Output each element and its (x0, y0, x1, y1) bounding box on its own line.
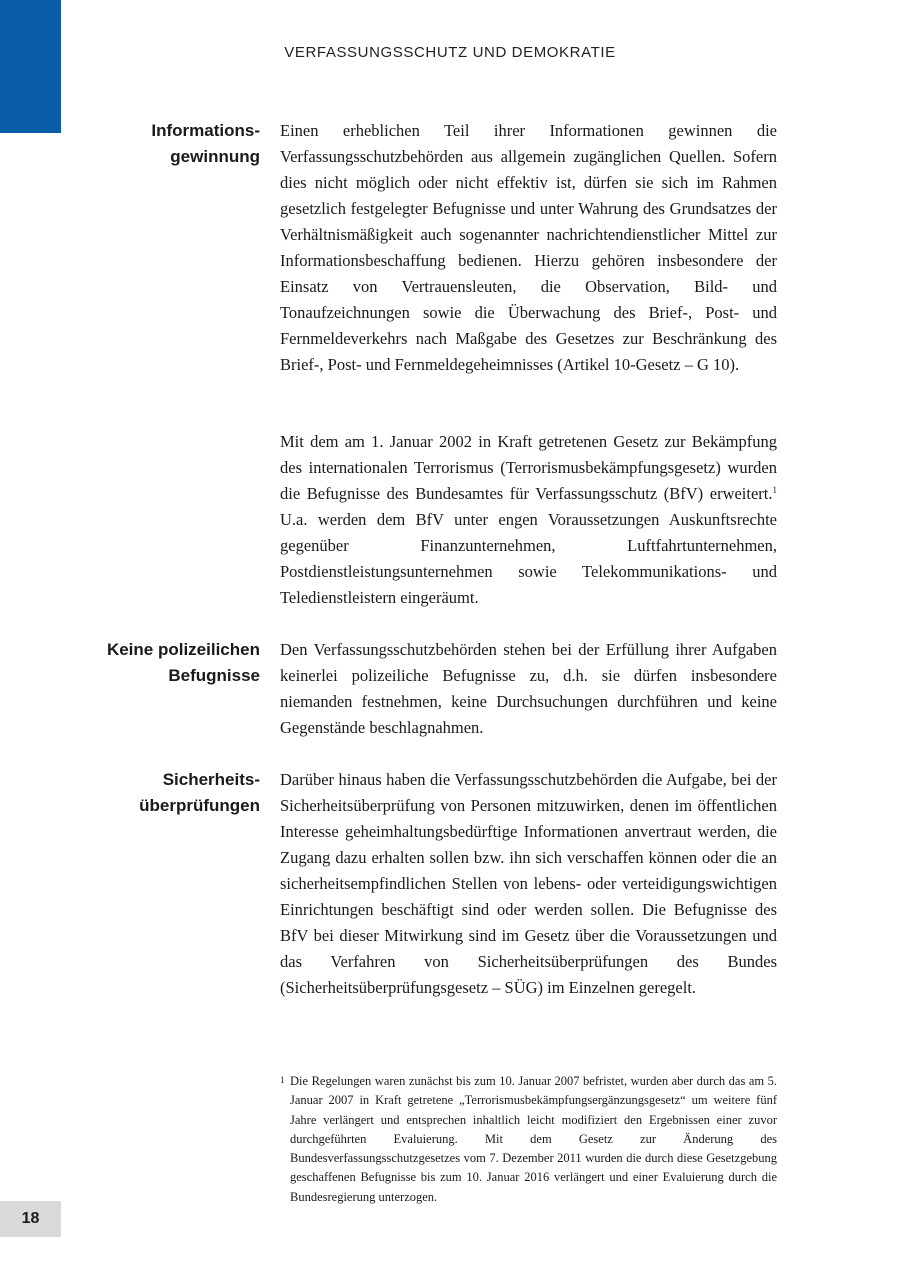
paragraph-text: Mit dem am 1. Januar 2002 in Kraft getretenen Gesetz zur Bekämpfung des internationalen Terrorismus (Terrorismusbekämpfungsgesetz) wurden die Befugnisse des Bundesamtes für Verfassungsschutz (BfV) erweitert. (280, 432, 777, 503)
paragraph-text: U.a. werden dem BfV unter engen Voraussetzungen Auskunftsrechte gegenüber Finanzunternehmen, Luftfahrtunternehmen, Postdienstleistungsunternehmen sowie Telekommunikations- und Teledienstleistern eingeräumt. (280, 510, 777, 607)
side-heading-keine-polizeilichen-befugnisse (60, 637, 260, 689)
side-heading-line: Sicherheits- (162, 770, 260, 789)
side-heading-sicherheitsueberpruefungen (60, 767, 260, 819)
side-heading-line: Informations- (151, 121, 260, 140)
paragraph-keine-polizeilichen-befugnisse: Den Verfassungsschutzbehörden stehen bei der Erfüllung ihrer Aufgaben keinerlei polizeiliche Befugnisse zu, d.h. sie dürfen insbesondere niemanden festnehmen, keine Durchsuchungen durchführen und keine Gegenstände beschlagnahmen. (280, 640, 777, 737)
page-number: 18 (0, 1201, 61, 1237)
footnote-text: Die Regelungen waren zunächst bis zum 10. Januar 2007 befristet, wurden aber durch das am 5. Januar 2007 in Kraft getretene „Terrorismusbekämpfungsergänzungsgesetz“ um weitere fünf Jahre verlängert und entsprechen inhaltlich leicht modifiziert den Ergebnissen einer zuvor durchgeführten Evaluierung. Mit dem Gesetz zur Änderung des Bundesverfassungsschutzgesetzes vom 7. Dezember 2011 wurden die durch diese Gesetzgebung geschaffenen Befugnisse bis zum 10. Januar 2016 verlängert und einer Evaluierung durch die Bundesregierung unterzogen. (290, 1074, 777, 1204)
paragraph-terrorismusbekaempfung (280, 429, 777, 611)
paragraph-sicherheitsueberpruefungen: Darüber hinaus haben die Verfassungsschutzbehörden die Aufgabe, bei der Sicherheitsüberprüfung von Personen mitzuwirken, denen im öffentlichen Interesse geheimhaltungsbedürftige Informationen anvertraut werden, die Zugang dazu erhalten sollen bzw. ihn sich verschaffen können oder die an sicherheitsempfindlichen Stellen von lebens- oder verteidigungswichtigen Einrichtungen beschäftigt sind oder werden sollen. Die Befugnisse des BfV bei dieser Mitwirkung sind im Gesetz über die Voraussetzungen und das Verfahren von Sicherheitsüberprüfungen des Bundes (Sicherheitsüberprüfungsgesetz – SÜG) im Einzelnen geregelt. (280, 770, 777, 997)
running-title: VERFASSUNGSSCHUTZ UND DEMOKRATIE (284, 44, 616, 61)
side-heading-line: Befugnisse (168, 666, 260, 685)
side-heading-line: gewinnung (170, 147, 260, 166)
paragraph-informationsgewinnung: Einen erheblichen Teil ihrer Informationen gewinnen die Verfassungsschutzbehörden aus allgemein zugänglichen Quellen. Sofern dies nicht möglich oder nicht effektiv ist, dürfen sie sich im Rahmen gesetzlich festgelegter Befugnisse und unter Wahrung des Grundsatzes der Verhältnismäßigkeit auch sogenannter nachrichtendienstlicher Mittel zur Informationsbeschaffung bedienen. Hierzu gehören insbesondere der Einsatz von Vertrauensleuten, die Observation, Bild- und Tonaufzeichnungen sowie die Überwachung des Brief-, Post- und Fernmeldeverkehrs nach Maßgabe des Gesetzes zur Beschränkung des Brief-, Post- und Fernmeldegeheimnisses (Artikel 10-Gesetz – G 10). (280, 121, 777, 374)
footnote (280, 1072, 777, 1207)
side-heading-informationsgewinnung (60, 118, 260, 170)
footnote-mark: 1 (280, 1075, 285, 1085)
side-heading-line: überprüfungen (139, 796, 260, 815)
blue-accent-bar (0, 0, 61, 133)
side-heading-line: Keine polizeilichen (106, 640, 260, 659)
footnote-reference: 1 (772, 485, 777, 495)
